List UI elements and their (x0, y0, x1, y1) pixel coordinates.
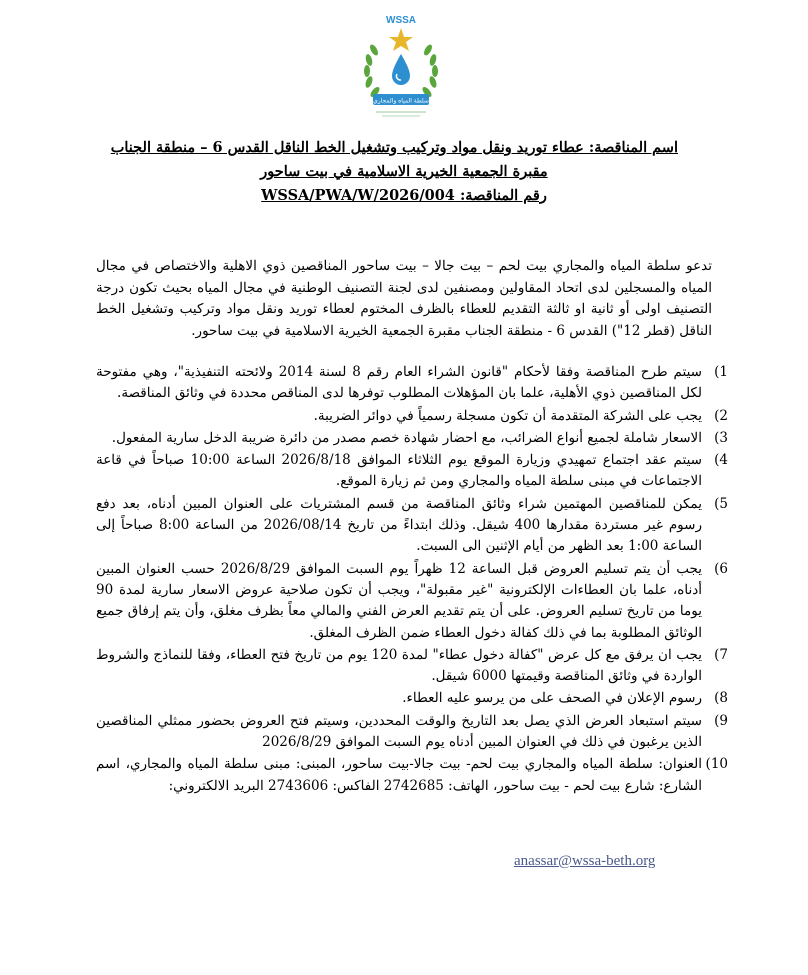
clause-text: سيتم طرح المناقصة وفقا لأحكام "قانون الشراء العام رقم 8 لسنة 2014 ولائحته التنفيذية"، وهي مفتوحة لكل المناقصين ذوي الأهلية، علما بان المؤهلات المطلوب توفرها لدى المناقص محددة في وثائق المناقصة. (96, 364, 702, 402)
clause-text: الاسعار شاملة لجميع أنواع الضرائب، مع احضار شهادة خصم مصدر من دائرة ضريبة الدخل سارية المفعول. (111, 429, 702, 446)
clause-item (96, 494, 728, 558)
clause-number: 6) (714, 560, 728, 577)
clause-text: رسوم الإعلان في الصحف على من يرسو عليه العطاء. (402, 690, 702, 707)
clause-text: سيتم عقد اجتماع تمهيدي وزيارة الموقع يوم الثلاثاء الموافق 2026/8/18 الساعة 10:00 صباحاً في قاعة الاجتماعات في مبنى سلطة المياه والمجاري ومن ثم زيارة الموقع. (96, 452, 702, 490)
clause-text: يجب أن يتم تسليم العروض قبل الساعة 12 ظهراً يوم السبت الموافق 2026/8/29 حسب العنوان المبين أدناه، علما بان العطاءات الإلكترونية "غير مقبولة"، ويجب أن تكون صلاحية عروض الاسعار سارية لمدة 90 يوما من تاريخ تسليم العروض. على أن يتم تقديم العرض الفني والمالي معاً بظرف مغلق، وأن يتم إرفاق جميع الوثائق المطلوبة بما في ذلك كفالة دخول العطاء ضمن الظرف المغلق. (96, 560, 703, 641)
clause-number: 8) (714, 690, 728, 707)
clause-number: 4) (714, 452, 728, 469)
tender-clauses (96, 362, 728, 798)
clause-item (96, 450, 728, 493)
clause-number: 3) (714, 429, 728, 446)
clause-item (96, 711, 728, 754)
tender-name-line: اسم المناقصة: عطاء توريد ونقل مواد وتركيب وتشغيل الخط الناقل القدس 6 – منطقة الجناب (110, 139, 678, 156)
clause-number: 5) (714, 495, 728, 512)
clause-item (96, 428, 728, 449)
logo-caption: سلطة المياه والمجاري (373, 97, 429, 105)
clause-number: 7) (714, 646, 728, 663)
clause-item (96, 362, 728, 405)
clause-number: 9) (714, 712, 728, 729)
clause-text: يجب ان يرفق مع كل عرض "كفالة دخول عطاء" لمدة 120 يوم من تاريخ فتح العطاء، وفقا للنماذج والشروط الواردة في وثائق المناقصة وقيمتها 6000 شيقل. (96, 646, 702, 685)
clause-text: العنوان: سلطة المياه والمجاري بيت لحم- بيت جالا-بيت ساحور، المبنى: مبنى سلطة المياه والمجاري، اسم الشارع: شارع بيت لحم - بيت ساحور، الهاتف: 2742685 الفاكس: 2743606 البريد الالكتروني: (96, 756, 702, 794)
tender-number: رقم المناقصة: WSSA/PWA/W/2026/004 (261, 187, 547, 204)
email-link[interactable]: anassar@wssa-beth.org (514, 853, 656, 869)
clause-item (96, 406, 728, 427)
clause-text: يمكن للمناقصين المهتمين شراء وثائق المناقصة من قسم المشتريات على العنوان المبين أدناه، بعد دفع رسوم غير مستردة مقدارها 400 شيقل. وذلك ابتداءً من تاريخ 2026/08/14 من الساعة 8:00 صباحاً إلى الساعة 1:00 بعد الظهر من أيام الإثنين الى السبت. (96, 495, 702, 555)
clause-text: سيتم استبعاد العرض الذي يصل بعد التاريخ والوقت المحددين، وسيتم فتح العروض بحضور ممثلي المناقصين الذين يرغبون في ذلك في العنوان المبين أدناه يوم السبت الموافق 2026/8/29 (96, 712, 702, 751)
tender-header (110, 136, 678, 208)
tender-name-continuation: مقبرة الجمعية الخيرية الاسلامية في بيت ساحور (260, 163, 548, 180)
clause-item (96, 645, 728, 688)
intro-paragraph: تدعو سلطة المياه والمجاري بيت لحم – بيت جالا – بيت ساحور المناقصين ذوي الاهلية والاختصاص في مجال المياه والمسجلين لدى اتحاد المقاولين ومصنفين لدى لجنة التصنيف الوطنية في مجال المياه بحيث تكون درجة التصنيف اولى أو ثانية او ثالثة التقديم للعطاء بالظرف المختوم لعطاء توريد ونقل مواد وتركيب وتشغيل الخط الناقل (قطر 12") القدس 6 - منطقة الجناب مقبرة الجمعية الخيرية الاسلامية في بيت ساحور. (96, 258, 712, 339)
clause-number: 10) (705, 756, 728, 773)
clause-number: 2) (714, 407, 728, 424)
clause-number: 1) (714, 364, 728, 380)
logo-name: WSSA (386, 15, 416, 26)
wssa-logo-icon (356, 10, 446, 122)
clause-item (96, 688, 728, 709)
clause-item (96, 754, 728, 797)
clause-item (96, 559, 728, 644)
clause-text: يجب على الشركة المتقدمة أن تكون مسجلة رسمياً في دوائر الضريبة. (313, 407, 702, 424)
